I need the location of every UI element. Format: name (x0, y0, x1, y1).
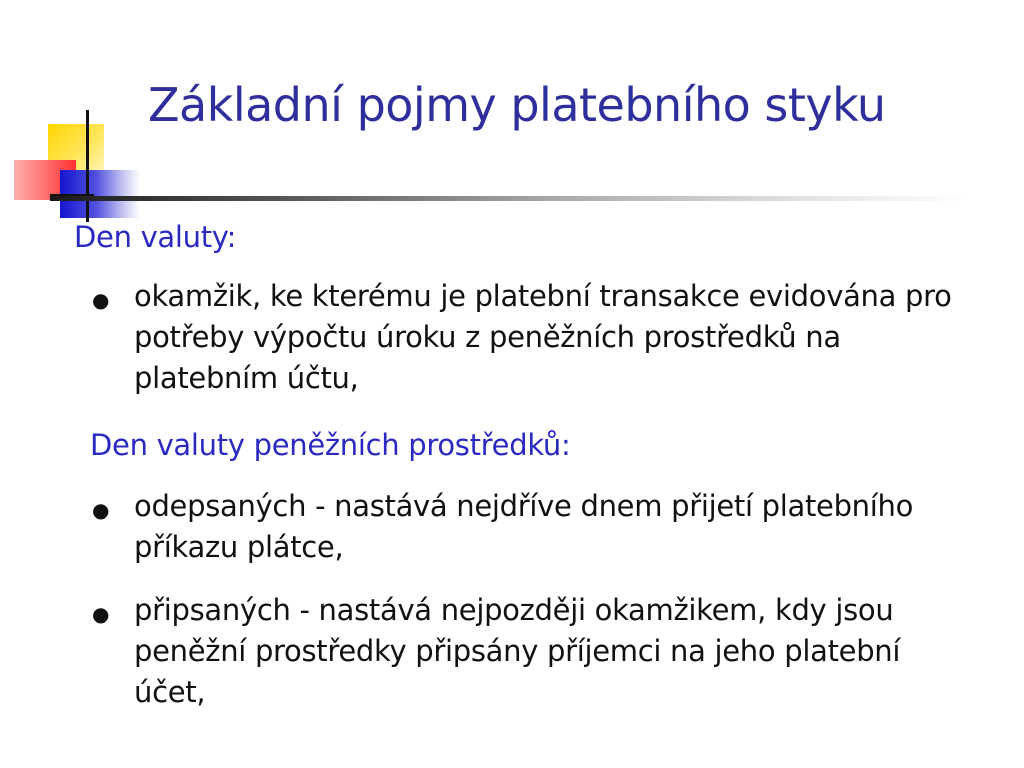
title-divider (50, 196, 970, 201)
logo-vertical-line (86, 110, 89, 222)
section-heading-den-valuty-penezni: Den valuty peněžních prostředků: (90, 428, 571, 462)
bullet-icon: ● (92, 288, 110, 312)
list-item-text: připsaných - nastává nejpozději okamžikem, kdy jsou peněžní prostředky připsány příjemci na jeho platební účet, (134, 593, 901, 709)
section-heading-den-valuty: Den valuty: (74, 220, 237, 254)
slide-title: Základní pojmy platebního styku (148, 78, 886, 132)
list-item-text: odepsaných - nastává nejdříve dnem přijetí platebního příkazu plátce, (134, 489, 914, 564)
crosshair-squares-logo-icon (0, 100, 140, 230)
bullet-icon: ● (92, 498, 110, 522)
bullet-icon: ● (92, 602, 110, 626)
list-item-text: okamžik, ke kterému je platební transakce evidována pro potřeby výpočtu úroku z peněžních prostředků na platebním účtu, (134, 279, 952, 395)
